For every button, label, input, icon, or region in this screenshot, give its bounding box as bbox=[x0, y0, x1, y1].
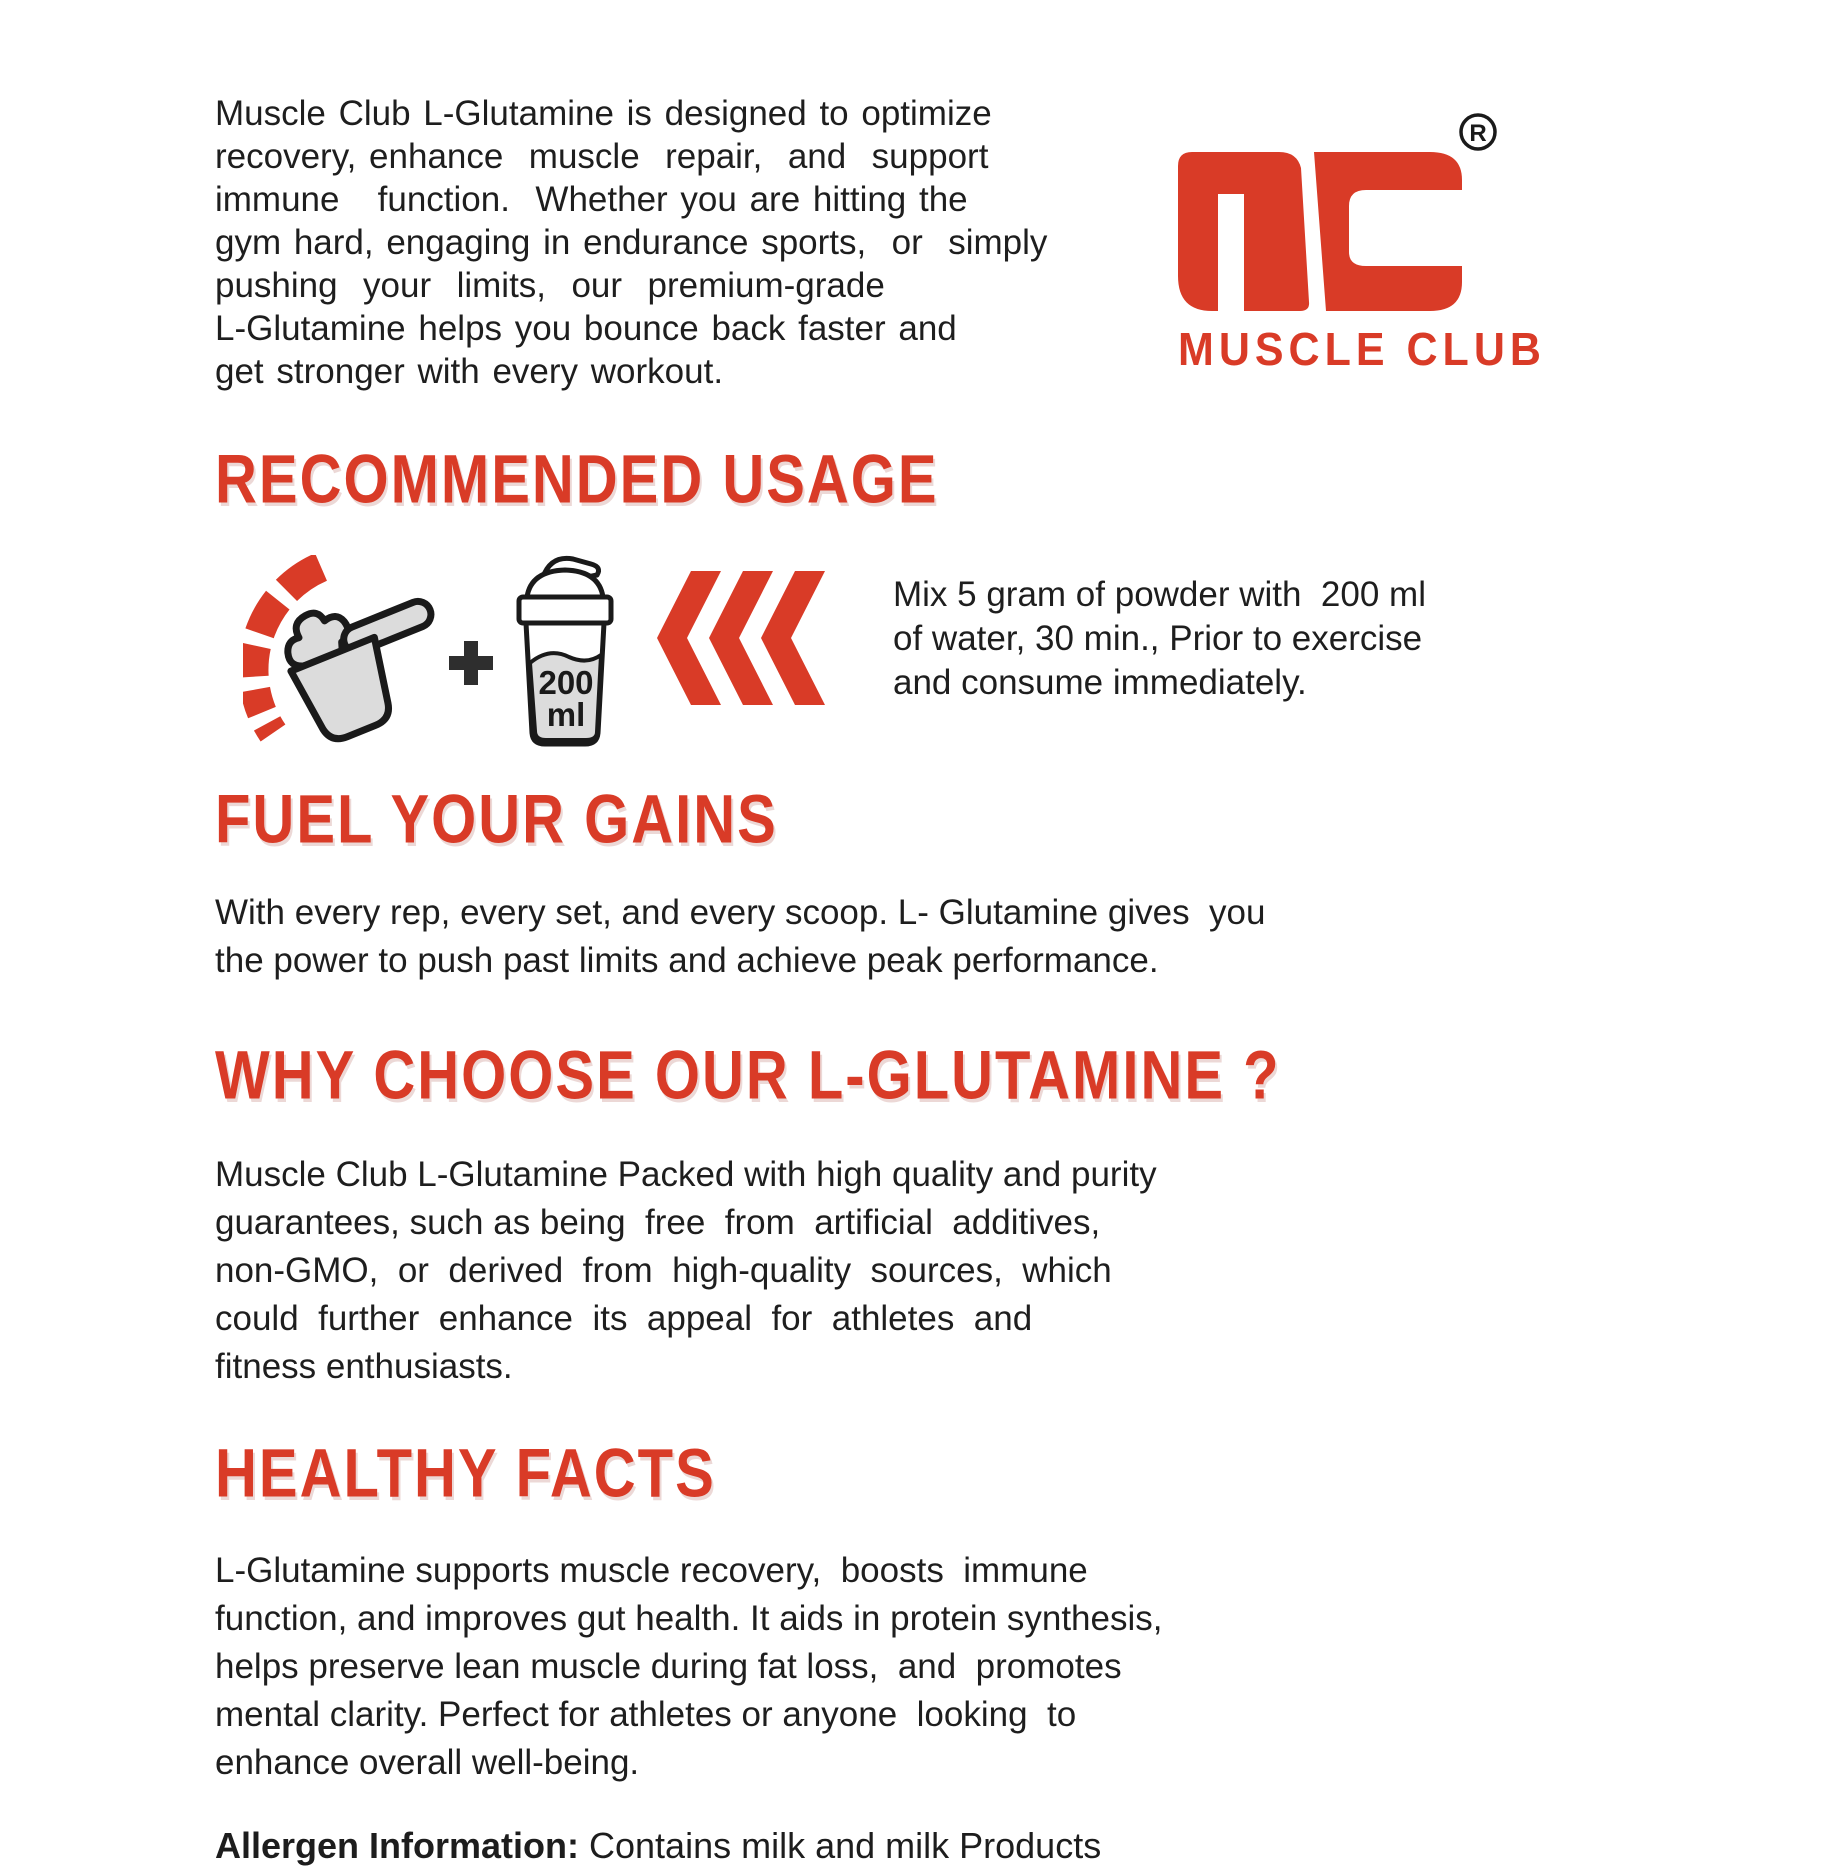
intro-line: get stronger with every workout. bbox=[215, 352, 724, 391]
allergen-text: Contains milk and milk Products bbox=[579, 1825, 1102, 1866]
muscle-club-monogram-icon bbox=[1178, 98, 1508, 324]
usage-line: Mix 5 gram of powder with 200 ml bbox=[893, 575, 1426, 614]
scoop-of-powder-icon bbox=[243, 555, 443, 760]
usage-line: of water, 30 min., Prior to exercise bbox=[893, 619, 1423, 658]
allergen-information bbox=[215, 1825, 1629, 1867]
why-line: guarantees, such as being free from artificial additives, bbox=[215, 1203, 1101, 1242]
intro-line: L-Glutamine helps you bounce back faster and bbox=[215, 309, 957, 348]
intro-line: immune function. Whether you are hitting the bbox=[215, 180, 968, 219]
intro-paragraph bbox=[215, 92, 1120, 393]
plus-icon bbox=[449, 641, 493, 685]
intro-line: Muscle Club L-Glutamine is designed to optimize bbox=[215, 94, 992, 133]
intro-line: gym hard, engaging in endurance sports, or simply bbox=[215, 223, 1048, 262]
fuel-your-gains-paragraph bbox=[215, 889, 1629, 985]
why-line: Muscle Club L-Glutamine Packed with high quality and purity bbox=[215, 1155, 1157, 1194]
healthy-line: mental clarity. Perfect for athletes or anyone looking to bbox=[215, 1695, 1077, 1734]
healthy-facts-paragraph bbox=[215, 1547, 1629, 1787]
fuel-line: the power to push past limits and achieve peak performance. bbox=[215, 941, 1159, 980]
intro-line: pushing your limits, our premium-grade bbox=[215, 266, 885, 305]
why-choose-paragraph bbox=[215, 1151, 1629, 1391]
healthy-line: function, and improves gut health. It aids in protein synthesis, bbox=[215, 1599, 1163, 1638]
intro-and-logo-row bbox=[215, 92, 1629, 393]
why-line: fitness enthusiasts. bbox=[215, 1347, 513, 1386]
registered-symbol: R bbox=[1469, 120, 1487, 147]
usage-line: and consume immediately. bbox=[893, 663, 1307, 702]
allergen-label: Allergen Information: bbox=[215, 1825, 580, 1866]
shaker-bottle-icon bbox=[509, 551, 621, 751]
healthy-line: enhance overall well-being. bbox=[215, 1743, 640, 1782]
shaker-volume-200: 200 bbox=[538, 664, 594, 701]
why-line: could further enhance its appeal for athletes and bbox=[215, 1299, 1033, 1338]
healthy-line: L-Glutamine supports muscle recovery, boosts immune bbox=[215, 1551, 1088, 1590]
usage-instructions-row bbox=[215, 555, 1629, 763]
muscle-club-logo bbox=[1178, 98, 1578, 376]
recommended-usage-heading: RECOMMENDED USAGE bbox=[215, 441, 939, 518]
usage-directions-text bbox=[893, 573, 1426, 705]
fuel-your-gains-heading: FUEL YOUR GAINS bbox=[215, 781, 778, 858]
intro-line: recovery, enhance muscle repair, and support bbox=[215, 137, 989, 176]
shaker-volume-ml: ml bbox=[546, 696, 586, 733]
why-line: non-GMO, or derived from high-quality sources, which bbox=[215, 1251, 1112, 1290]
why-choose-heading: WHY CHOOSE OUR L-GLUTAMINE ? bbox=[215, 1037, 1281, 1114]
brand-name: MUSCLE CLUB bbox=[1178, 324, 1546, 376]
healthy-facts-heading: HEALTHY FACTS bbox=[215, 1435, 716, 1512]
triple-left-chevrons-icon bbox=[657, 571, 825, 705]
fuel-line: With every rep, every set, and every scoop. L- Glutamine gives you bbox=[215, 893, 1266, 932]
healthy-line: helps preserve lean muscle during fat loss, and promotes bbox=[215, 1647, 1122, 1686]
